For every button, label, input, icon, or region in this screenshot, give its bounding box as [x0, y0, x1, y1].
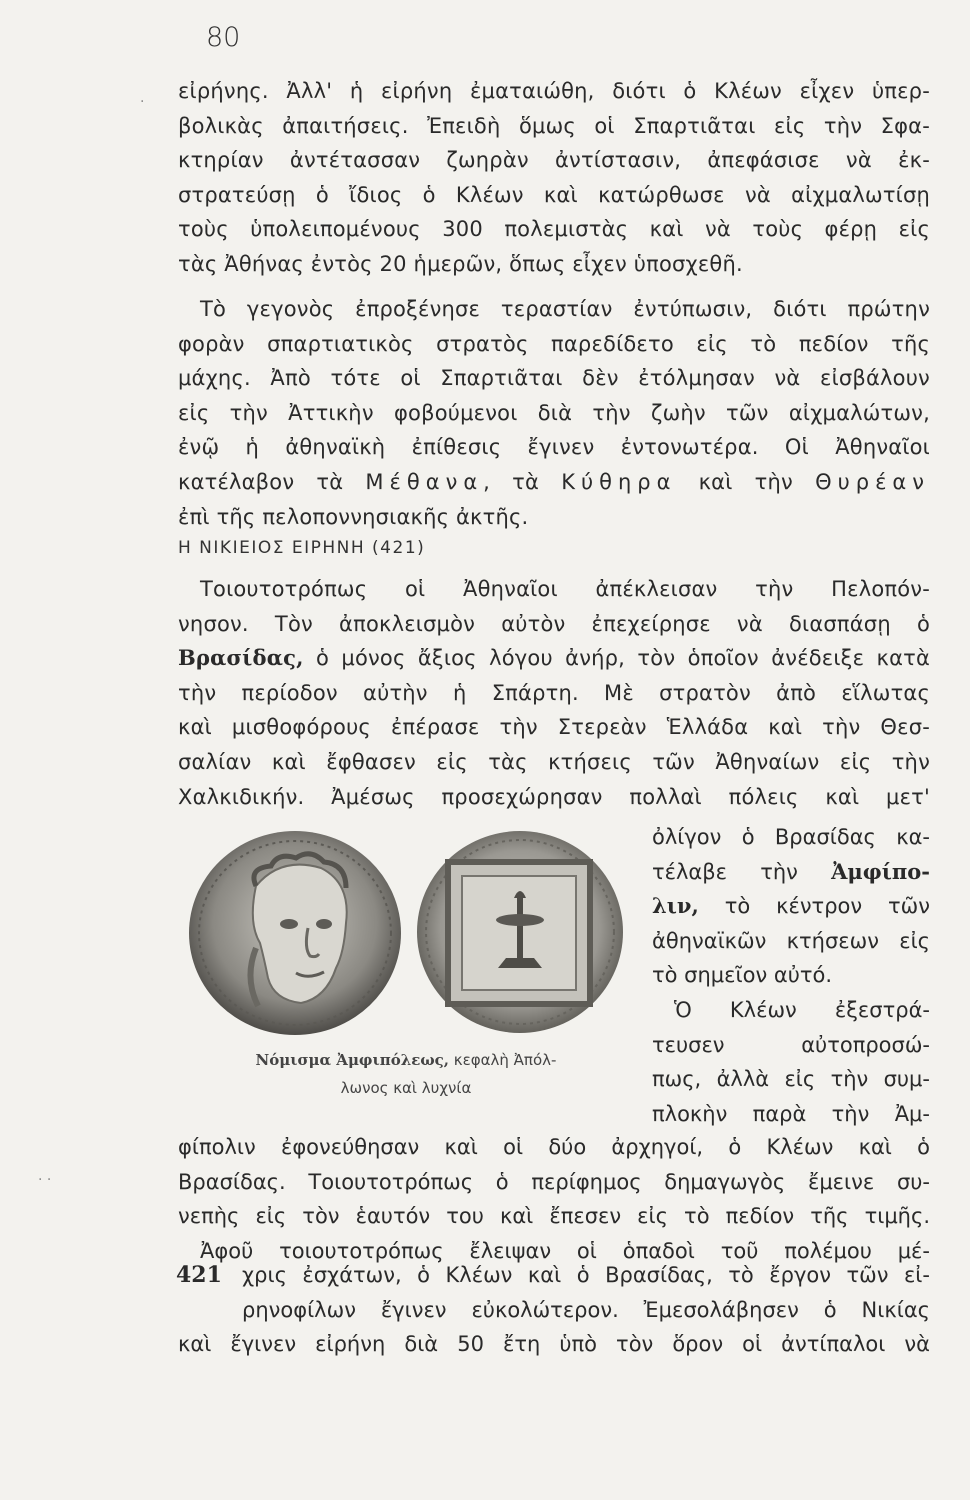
text-line: ὀλίγον ὁ Βρασίδας κα-: [652, 825, 930, 849]
text-line-places: [178, 465, 930, 500]
text-line: ἐνῷ ἡ ἀθηναϊκὴ ἐπίθεσις ἔγινεν ἐντονωτέρα. Οἱ Ἀθηναῖοι: [178, 435, 930, 460]
paragraph-4: [178, 1130, 930, 1268]
bold-name-amphipolis-end: λιν,: [652, 893, 699, 919]
text-fragment: τέλαβε τὴν: [652, 859, 832, 884]
text-line: Τὸ γεγονὸς ἐπροξένησε τεραστίαν ἐντύπωσιν, διότι πρώτην: [200, 297, 930, 321]
text-line: τὸ σημεῖον αὐτό.: [652, 963, 833, 988]
text-line: καὶ μισθοφόρους ἐπέρασε τὴν Στερεὰν Ἑλλάδα καὶ τὴν Θεσ-: [178, 715, 930, 740]
text-line: Ἀφοῦ τοιουτοτρόπως ἔλειψαν οἱ ὁπαδοὶ τοῦ πολέμου μέ-: [200, 1238, 930, 1263]
caption-text: κεφαλὴ Ἀπόλ-: [449, 1051, 557, 1069]
caption-text: λωνος καὶ λυχνία: [340, 1079, 472, 1097]
text-line: πως, ἀλλὰ εἰς τὴν συμ-: [652, 1067, 930, 1092]
print-speck: · ·: [38, 1172, 52, 1188]
text-line-amphipolis: [652, 855, 930, 890]
text-line: εἰρήνης. Ἀλλ' ἡ εἰρήνη ἐματαιώθη, διότι ὁ Κλέων εἶχεν ὑπερ-: [178, 79, 930, 103]
text-line: ρηνοφίλων ἔγινεν εὐκολώτερον. Ἐμεσολάβησεν ὁ Νικίας: [242, 1297, 930, 1322]
coin-figure: [186, 828, 636, 1038]
text-line: ἀθηναϊκῶν κτήσεων εἰς: [652, 928, 930, 953]
text-line: φορὰν σπαρτιατικὸς στρατὸς παρεδίδετο εἰς τὸ πεδίον τῆς: [178, 331, 930, 356]
paragraph-1: [178, 74, 930, 282]
text-line: στρατεύσῃ ὁ ἴδιος ὁ Κλέων καὶ κατώρθωσε νὰ αἰχμαλωτίσῃ: [178, 182, 930, 207]
text-line: Χαλκιδικήν. Ἀμέσως προσεχώρησαν πολλαὶ πόλεις καὶ μετ': [178, 784, 930, 809]
text-line: χρις ἐσχάτων, ὁ Κλέων καὶ ὁ Βρασίδας, τὸ ἔργον τῶν εἰ-: [242, 1263, 930, 1287]
text-line: [652, 889, 930, 924]
text-line: τευσεν αὐτοπροσώ-: [652, 1032, 930, 1057]
text-line: μάχης. Ἀπὸ τότε οἱ Σπαρτιᾶται δὲν ἐτόλμησαν νὰ εἰσβάλουν: [178, 366, 930, 391]
text-line: Ὁ Κλέων ἐξεστρά-: [674, 997, 930, 1022]
text-line: καὶ ἔγινεν εἰρήνη διὰ 50 ἔτη ὑπὸ τὸν ὅρον οἱ ἀντίπαλοι νὰ: [178, 1332, 930, 1356]
wrapped-text-column: [652, 820, 930, 1131]
text-fragment: κατέλαβον τὰ: [178, 469, 366, 494]
caption-title: Νόμισμα Ἀμφιπόλεως,: [255, 1051, 450, 1069]
text-line: πλοκὴν παρὰ τὴν Ἀμ-: [652, 1101, 930, 1126]
text-fragment: ὁ μόνος ἄξιος λόγου ἀνήρ, τὸν ὁποῖον ἀνέδειξε κατὰ: [303, 646, 930, 671]
text-line: τὴν περίοδον αὐτὴν ἡ Σπάρτη. Μὲ στρατὸν ἀπὸ εἵλωτας: [178, 680, 930, 705]
bold-name-brasidas: Βρασίδας,: [178, 645, 304, 671]
text-line: βολικὰς ἀπαιτήσεις. Ἐπειδὴ ὅμως οἱ Σπαρτιᾶται εἰς τὴν Σφα-: [178, 113, 930, 138]
text-line: εἰς τὴν Ἀττικὴν φοβούμενοι διὰ τὴν ζωὴν τῶν αἰχμαλώτων,: [178, 400, 930, 425]
text-fragment: , τὰ: [483, 469, 562, 494]
paragraph-5-end: [178, 1327, 930, 1362]
coin-obverse-apollo-head: [186, 828, 404, 1038]
bold-name-amphipolis: Ἀμφίπο-: [831, 858, 930, 884]
text-line: ἐπὶ τῆς πελοποννησιακῆς ἀκτῆς.: [178, 504, 529, 529]
print-speck: ·: [140, 94, 145, 110]
figure-caption: [186, 1046, 626, 1102]
place-kythera: Κύθηρα: [561, 469, 677, 494]
text-line-brasidas: [178, 641, 930, 676]
place-thyrea: Θυρέαν: [815, 469, 930, 494]
coin-reverse-lamp: [414, 828, 626, 1036]
text-line: Τοιουτοτρόπως οἱ Ἀθηναῖοι ἀπέκλεισαν τὴν Πελοπόν-: [200, 577, 930, 601]
place-methana: Μέθανα: [365, 469, 484, 494]
text-line: σαλίαν καὶ ἔφθασεν εἰς τὰς κτήσεις τῶν Ἀθηναίων εἰς τὴν: [178, 749, 930, 774]
text-line: νεπὴς εἰς τὸν ἑαυτόν του καὶ ἔπεσεν εἰς τὸ πεδίον τῆς τιμῆς.: [178, 1204, 930, 1229]
text-line: τοὺς ὑπολειπομένους 300 πολεμιστὰς καὶ νὰ τοὺς φέρῃ εἰς: [178, 217, 930, 242]
text-fragment: τὸ κέντρον τῶν: [698, 894, 930, 919]
paragraph-2: [178, 292, 930, 534]
margin-year: 421: [176, 1262, 222, 1288]
section-heading: Η ΝΙΚΙΕΙΟΣ ΕΙΡΗΝΗ (421): [178, 538, 426, 558]
page-number: 80: [206, 22, 241, 53]
text-line: φίπολιν ἐφονεύθησαν καὶ οἱ δύο ἀρχηγοί, ὁ Κλέων καὶ ὁ: [178, 1135, 930, 1159]
text-line: Βρασίδας. Τοιουτοτρόπως ὁ περίφημος δημαγωγὸς ἔμεινε συ-: [178, 1169, 930, 1194]
text-fragment: καὶ τὴν: [676, 469, 816, 494]
paragraph-3: [178, 572, 930, 814]
text-line: κτηρίαν ἀντέτασσαν ζωηρὰν ἀντίστασιν, ἀπεφάσισε νὰ ἐκ-: [178, 148, 930, 173]
text-line: νησον. Τὸν ἀποκλεισμὸν αὐτὸν ἐπεχείρησε νὰ διασπάσῃ ὁ: [178, 611, 930, 636]
paragraph-5-indented: [242, 1258, 930, 1327]
text-line: τὰς Ἀθήνας ἐντὸς 20 ἡμερῶν, ὅπως εἶχεν ὑποσχεθῆ.: [178, 251, 743, 276]
